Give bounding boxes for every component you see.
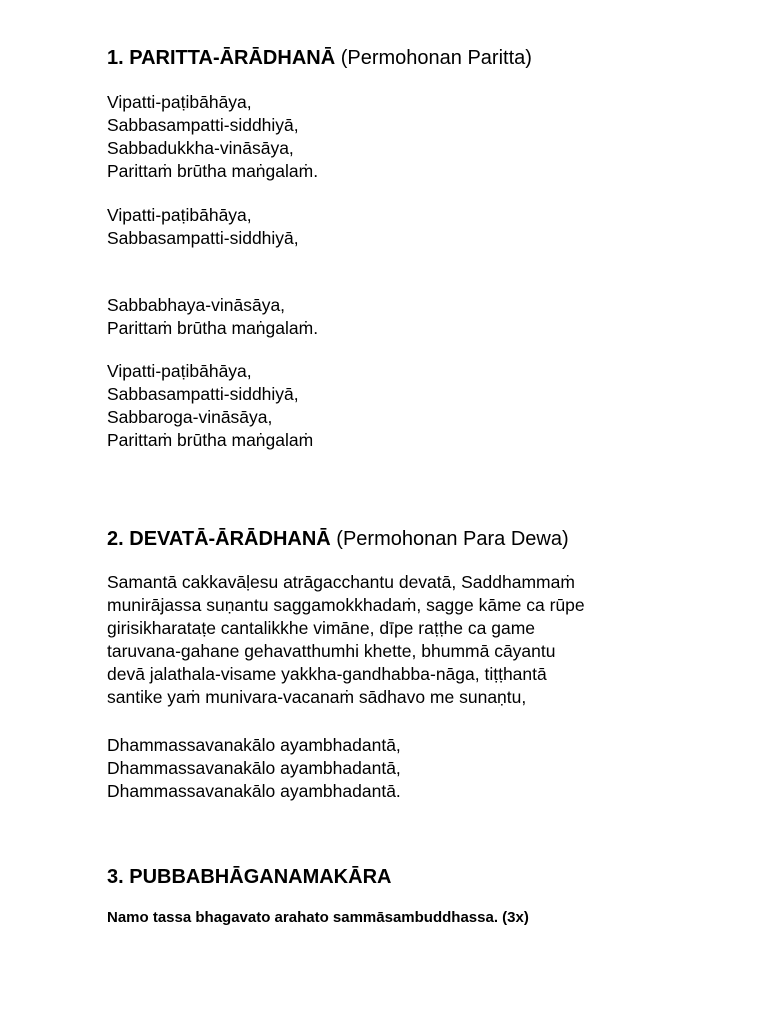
section-subtitle: (Permohonan Para Dewa) — [336, 528, 569, 550]
stanza — [107, 91, 318, 183]
stanza — [107, 360, 313, 452]
section-title: PUBBABHĀGANAMAKĀRA — [129, 866, 392, 888]
verse-line: Namo tassa bhagavato arahato sammāsambuddhassa. (3x) — [107, 909, 529, 926]
verse-line: santike yaṁ munivara-vacanaṁ sādhavo me sunaṇtu, — [107, 687, 527, 707]
stanza — [107, 908, 529, 928]
verse-line: Sabbasampatti-siddhiyā, — [107, 115, 299, 135]
verse-line: Dhammassavanakālo ayambhadantā, — [107, 758, 401, 778]
verse-line: Vipatti-paṭibāhāya, — [107, 205, 252, 225]
verse-line: Parittaṁ brūtha maṅgalaṁ. — [107, 161, 319, 181]
verse-line: Sabbasampatti-siddhiyā, — [107, 228, 299, 248]
section-number: 2. — [107, 528, 124, 550]
verse-line: Vipatti-paṭibāhāya, — [107, 92, 252, 112]
verse-line: Sabbasampatti-siddhiyā, — [107, 384, 299, 404]
verse-line: Samantā cakkavāḷesu atrāgacchantu devatā, Saddhammaṁ — [107, 572, 575, 592]
section-title: DEVATĀ-ĀRĀDHANĀ — [129, 528, 331, 550]
verse-line: Dhammassavanakālo ayambhadantā, — [107, 735, 401, 755]
verse-line: Dhammassavanakālo ayambhadantā. — [107, 781, 401, 801]
stanza — [107, 294, 318, 340]
section-3-heading — [107, 865, 391, 889]
section-title: PARITTA-ĀRĀDHANĀ — [129, 47, 336, 69]
verse-line: Sabbaroga-vināsāya, — [107, 407, 273, 427]
verse-line: Parittaṁ brūtha maṅgalaṁ — [107, 430, 314, 450]
verse-line: munirājassa suṇantu saggamokkhadaṁ, sagge kāme ca rūpe — [107, 595, 585, 615]
verse-line: girisikharataṭe cantalikkhe vimāne, dīpe raṭṭhe ca game — [107, 618, 536, 638]
verse-line: Vipatti-paṭibāhāya, — [107, 361, 252, 381]
section-1-heading — [107, 46, 532, 70]
section-number: 3. — [107, 866, 124, 888]
stanza — [107, 204, 299, 250]
verse-line: Sabbabhaya-vināsāya, — [107, 295, 286, 315]
verse-line: taruvana-gahane gehavatthumhi khette, bhummā cāyantu — [107, 641, 556, 661]
verse-line: devā jalathala-visame yakkha-gandhabba-nāga, tiṭṭhantā — [107, 664, 547, 684]
section-subtitle: (Permohonan Paritta) — [340, 47, 532, 69]
stanza — [107, 571, 585, 709]
stanza — [107, 734, 401, 803]
section-number: 1. — [107, 47, 124, 69]
verse-line: Sabbadukkha-vināsāya, — [107, 138, 294, 158]
verse-line: Parittaṁ brūtha maṅgalaṁ. — [107, 318, 319, 338]
section-2-heading — [107, 527, 569, 551]
